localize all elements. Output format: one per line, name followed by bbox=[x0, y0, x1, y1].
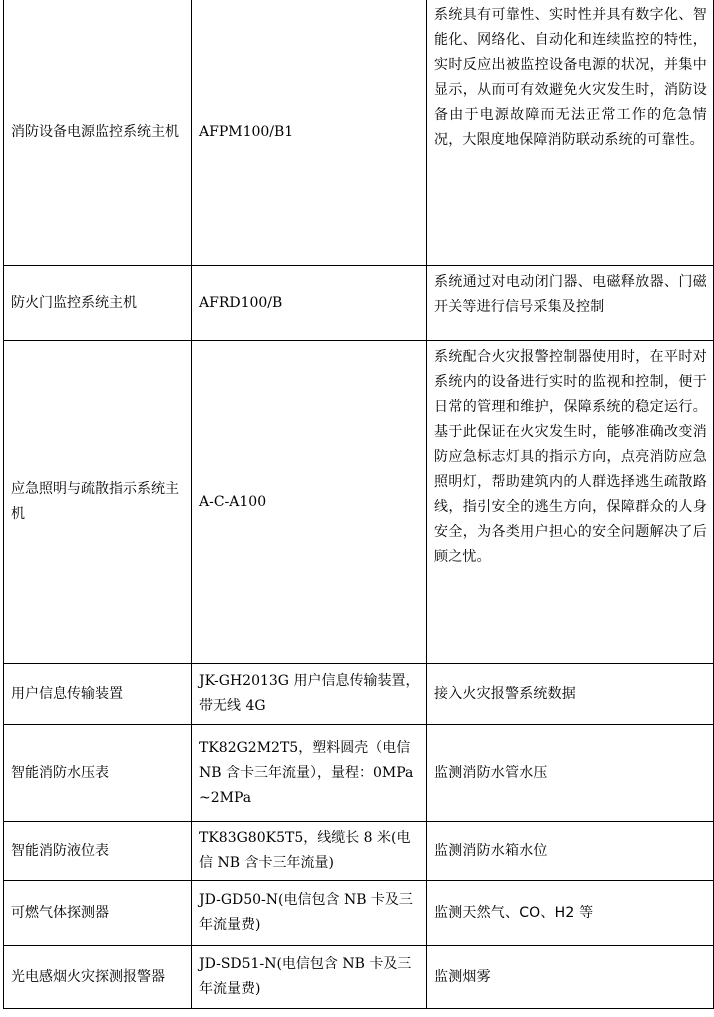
equipment-spec-table bbox=[3, 0, 714, 1009]
equipment-model-cell: A-C-A100 bbox=[192, 341, 427, 664]
equipment-model-cell: AFRD100/B bbox=[192, 266, 427, 341]
table-row bbox=[4, 664, 714, 725]
equipment-name-cell: 消防设备电源监控系统主机 bbox=[4, 0, 192, 266]
table-row bbox=[4, 266, 714, 341]
equipment-description-cell: 监测消防水管水压 bbox=[427, 725, 714, 822]
equipment-model-cell: JD-GD50-N(电信包含 NB 卡及三年流量费) bbox=[192, 881, 427, 946]
equipment-model-cell: TK83G80K5T5，线缆长 8 米(电信 NB 含卡三年流量) bbox=[192, 822, 427, 881]
equipment-name-cell: 应急照明与疏散指示系统主机 bbox=[4, 341, 192, 664]
equipment-model-cell: JK-GH2013G 用户信息传输装置，带无线 4G bbox=[192, 664, 427, 725]
table-row bbox=[4, 946, 714, 1009]
equipment-name-cell: 用户信息传输装置 bbox=[4, 664, 192, 725]
equipment-name-cell: 防火门监控系统主机 bbox=[4, 266, 192, 341]
equipment-name-cell: 智能消防液位表 bbox=[4, 822, 192, 881]
table-row bbox=[4, 0, 714, 266]
table-row bbox=[4, 822, 714, 881]
equipment-name-cell: 可燃气体探测器 bbox=[4, 881, 192, 946]
equipment-description-cell: 监测消防水箱水位 bbox=[427, 822, 714, 881]
table-row bbox=[4, 881, 714, 946]
equipment-description-cell: 系统配合火灾报警控制器使用时，在平时对系统内的设备进行实时的监视和控制，便于日常的管理和维护，保障系统的稳定运行。基于此保证在火灾发生时，能够准确改变消防应急标志灯具的指示方向，点亮消防应急照明灯，帮助建筑内的人群选择逃生疏散路线，指引安全的逃生方向，保障群众的人身安全，为各类用户担心的安全问题解决了后顾之忧。 bbox=[427, 341, 714, 664]
equipment-description-cell: 监测天然气、CO、H2 等 bbox=[427, 881, 714, 946]
equipment-description-cell: 系统具有可靠性、实时性并具有数字化、智能化、网络化、自动化和连续监控的特性，实时反应出被监控设备电源的状况，并集中显示，从而可有效避免火灾发生时，消防设备由于电源故障而无法正常工作的危急情况，大限度地保障消防联动系统的可靠性。 bbox=[427, 0, 714, 266]
equipment-description-cell: 系统通过对电动闭门器、电磁释放器、门磁开关等进行信号采集及控制 bbox=[427, 266, 714, 341]
equipment-model-cell: TK82G2M2T5，塑料圆壳（电信 NB 含卡三年流量），量程：0MPa~2MPa bbox=[192, 725, 427, 822]
equipment-model-cell: AFPM100/B1 bbox=[192, 0, 427, 266]
equipment-description-cell: 监测烟雾 bbox=[427, 946, 714, 1009]
equipment-name-cell: 智能消防水压表 bbox=[4, 725, 192, 822]
table-row bbox=[4, 725, 714, 822]
equipment-name-cell: 光电感烟火灾探测报警器 bbox=[4, 946, 192, 1009]
equipment-model-cell: JD-SD51-N(电信包含 NB 卡及三年流量费) bbox=[192, 946, 427, 1009]
table-row bbox=[4, 341, 714, 664]
equipment-description-cell: 接入火灾报警系统数据 bbox=[427, 664, 714, 725]
